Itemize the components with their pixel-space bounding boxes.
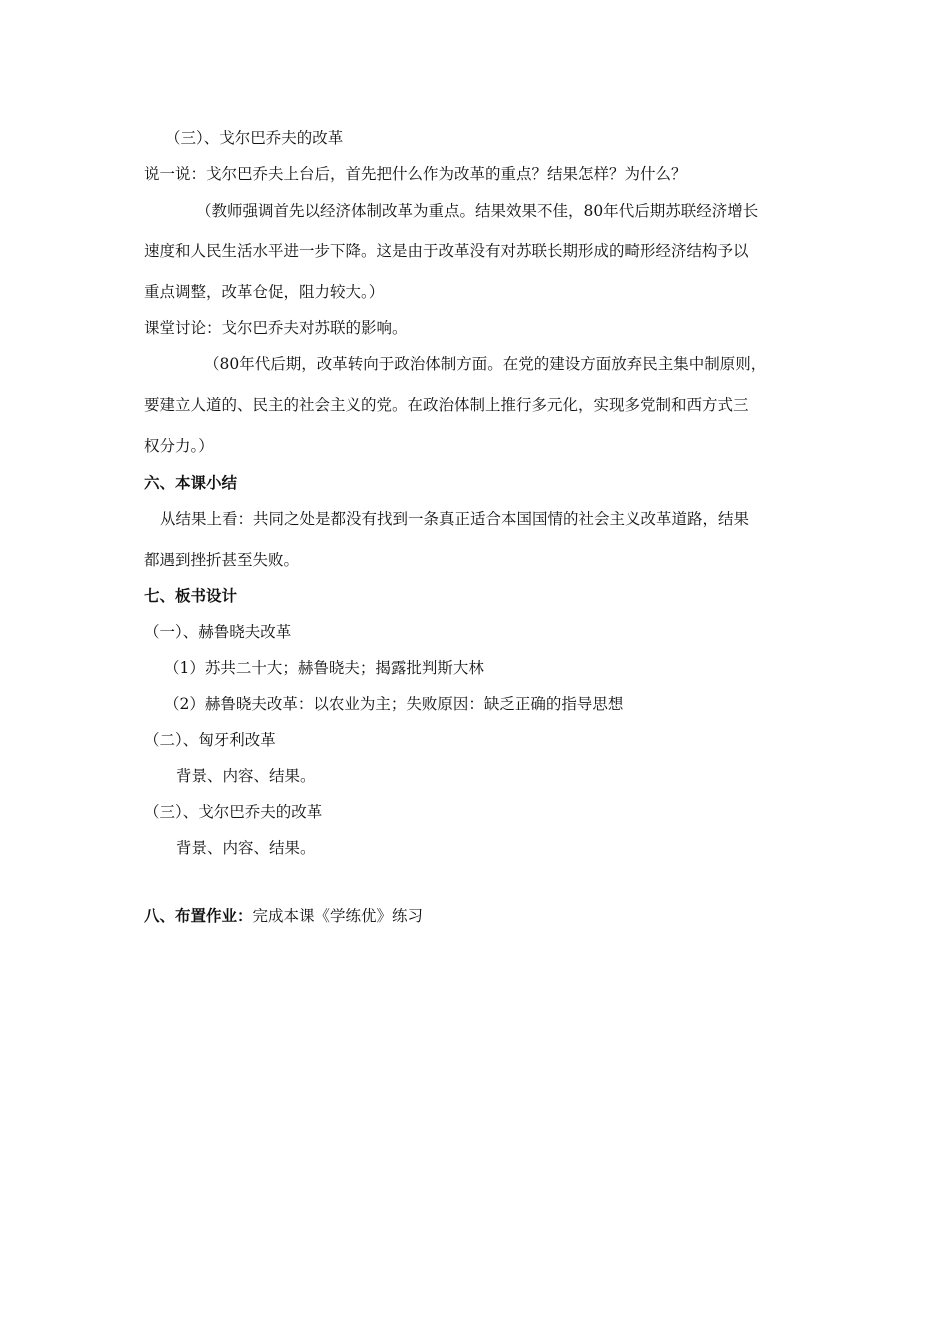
board-item-2: （二）、匈牙利改革 [144,731,276,749]
discussion-answer-line-2: 要建立人道的、民主的社会主义的党。在政治体制上推行多元化，实现多党制和西方式三 [144,396,749,414]
answer-line-3: 重点调整，改革仓促，阻力较大。） [144,283,385,301]
summary-line-1: 从结果上看：共同之处是都没有找到一条真正适合本国国情的社会主义改革道路，结果 [160,510,750,528]
board-item-1-sub-2: （2）赫鲁晓夫改革：以农业为主；失败原因：缺乏正确的指导思想 [164,695,624,713]
answer-line-1: （教师强调首先以经济体制改革为重点。结果效果不佳，80年代后期苏联经济增长 [196,202,759,220]
board-item-3-sub: 背景、内容、结果。 [176,839,316,857]
board-item-1: （一）、赫鲁晓夫改革 [144,623,292,641]
discussion-text: 课堂讨论：戈尔巴乔夫对苏联的影响。 [144,319,408,337]
board-item-1-sub-1: （1）苏共二十大；赫鲁晓夫；揭露批判斯大林 [164,659,484,677]
discussion-answer-line-3: 权分力。） [144,437,214,455]
homework-text: 完成本课《学练优》练习 [252,907,424,925]
board-item-3: （三）、戈尔巴乔夫的改革 [144,803,323,821]
section3-heading: （三）、戈尔巴乔夫的改革 [165,129,344,147]
summary-heading: 六、本课小结 [144,473,238,492]
homework-label: 八、布置作业： [144,906,253,925]
board-item-2-sub: 背景、内容、结果。 [176,767,316,785]
question-text: 说一说：戈尔巴乔夫上台后，首先把什么作为改革的重点？结果怎样？为什么？ [144,165,687,183]
answer-line-2: 速度和人民生活水平进一步下降。这是由于改革没有对苏联长期形成的畸形经济结构予以 [144,242,749,260]
board-heading: 七、板书设计 [144,586,238,605]
discussion-answer-line-1: （80年代后期，改革转向于政治体制方面。在党的建设方面放弃民主集中制原则， [204,355,767,373]
summary-line-2: 都遇到挫折甚至失败。 [144,551,300,569]
homework-line [144,906,423,926]
